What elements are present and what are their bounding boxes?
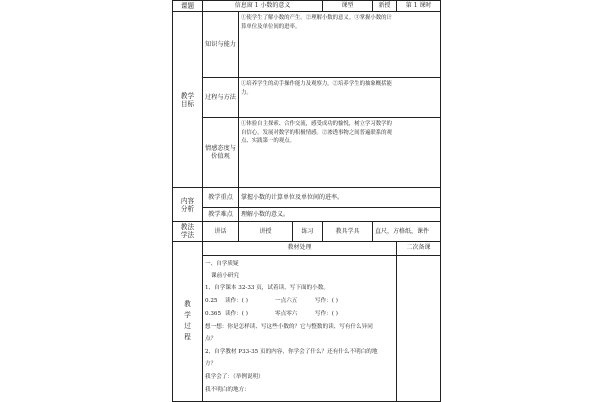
emotion-label [203, 118, 239, 188]
methods-section-text: 教法 学法 [180, 223, 195, 240]
emotion-label-line-2: 价值观 [211, 152, 230, 160]
method-item-2: 讲授 [239, 222, 293, 241]
key-point-label: 教学重点 [203, 188, 239, 208]
emotion-text-line-1: ①体验自主探索、合作交流，感受成功的愉悦，树立学习数学的 [241, 121, 392, 128]
type-label: 课型 [323, 1, 373, 12]
goals-section-label [173, 12, 203, 188]
exercise-read-blank: 读作：( ) [225, 297, 248, 304]
method-item-3: 练习 [293, 222, 323, 241]
material-line: 我不明白的地方： [205, 386, 250, 393]
process-label: 过程与方法 [203, 78, 239, 118]
goal-process-row [173, 78, 441, 118]
process-section-label [173, 241, 203, 401]
material-header: 教材处理 [203, 241, 397, 255]
exercise-row-1 [205, 298, 394, 305]
process-text-line-1: ①培养学生的动手操作能力及观察力。②培养学生的抽象概括能 [241, 81, 392, 88]
type-value: 新授 [373, 1, 397, 12]
difficulty-label: 教学难点 [203, 208, 239, 222]
exercise-number: 零点零六 [275, 310, 298, 317]
header-row [173, 1, 441, 12]
key-point-text: 掌握小数的计算单位及单位间的进率。 [239, 188, 441, 208]
material-line: 2、自学教材 P33-35 页的内容，你学会了什么？还有什么不明白的地 [205, 348, 378, 355]
material-line: 一、自学质疑 [205, 260, 239, 267]
analysis-section-text: 内容 分析 [180, 196, 195, 213]
material-line: 课前小研究 [211, 272, 239, 279]
analysis-section-label [173, 188, 203, 222]
analysis-difficulty-row [173, 208, 441, 222]
emotion-text-line-2: 自信心，发展对数学的积极情感。②渗透事物之间普遍联系的观 [241, 129, 392, 136]
knowledge-label: 知识与能力 [203, 12, 239, 78]
emotion-text [239, 118, 441, 188]
process-text-line-2: 力。 [241, 89, 252, 96]
goals-section-text: 教学 目标 [180, 91, 195, 108]
process-text [239, 78, 441, 118]
knowledge-text-line-2: 算单位及单位间的进率。 [241, 23, 301, 30]
knowledge-text [239, 12, 441, 78]
analysis-key-row [173, 188, 441, 208]
process-section-text: 教 学 过 程 [184, 299, 191, 342]
goal-emotion-row [173, 118, 441, 188]
second-prep-header: 二次备课 [397, 241, 441, 255]
tools-text: 直尺，方格纸，课件 [373, 222, 441, 241]
material-line: 1、自学课本 32-33 页，试着读、写下面的小数。 [205, 284, 329, 291]
exercise-row-2 [205, 311, 394, 318]
exercise-number: 0.25 [205, 297, 218, 304]
material-line: 我学会了：（举例说明） [205, 373, 264, 380]
process-header-row [173, 241, 441, 255]
difficulty-text: 理解小数的意义。 [239, 208, 441, 222]
second-prep-content [397, 255, 441, 401]
period-value: 第 1 课时 [397, 1, 441, 12]
exercise-write-blank: 写作：( ) [315, 310, 338, 317]
exercise-read-blank: 读作：( ) [225, 310, 248, 317]
emotion-label-line-1: 情感态度与 [205, 144, 236, 152]
material-content [203, 255, 397, 401]
process-content-row [173, 255, 441, 401]
material-line: 点？ [205, 335, 217, 342]
tools-label: 教具学具 [323, 222, 373, 241]
material-line: 想一想：你是怎样读、写这些小数的？它与整数的读、写有什么异同 [205, 323, 373, 330]
exercise-number: 一点六五 [275, 297, 298, 304]
exercise-number: 0.365 [205, 310, 222, 317]
material-line: 方？ [205, 360, 217, 367]
topic-value: 信息窗 1 小数的意义 [203, 1, 323, 12]
exercise-write-blank: 写作：( ) [315, 297, 338, 304]
method-item-1: 讲话 [203, 222, 239, 241]
methods-section-label [173, 222, 203, 241]
emotion-text-line-3: 点、实践第一的观点。 [241, 137, 295, 144]
knowledge-text-line-1: ①使学生了解小数的产生。②理解小数的意义。③掌握小数的计 [241, 15, 392, 22]
goal-knowledge-row [173, 12, 441, 78]
topic-label: 课题 [173, 1, 203, 12]
methods-row [173, 222, 441, 241]
lesson-plan-table [172, 0, 441, 402]
